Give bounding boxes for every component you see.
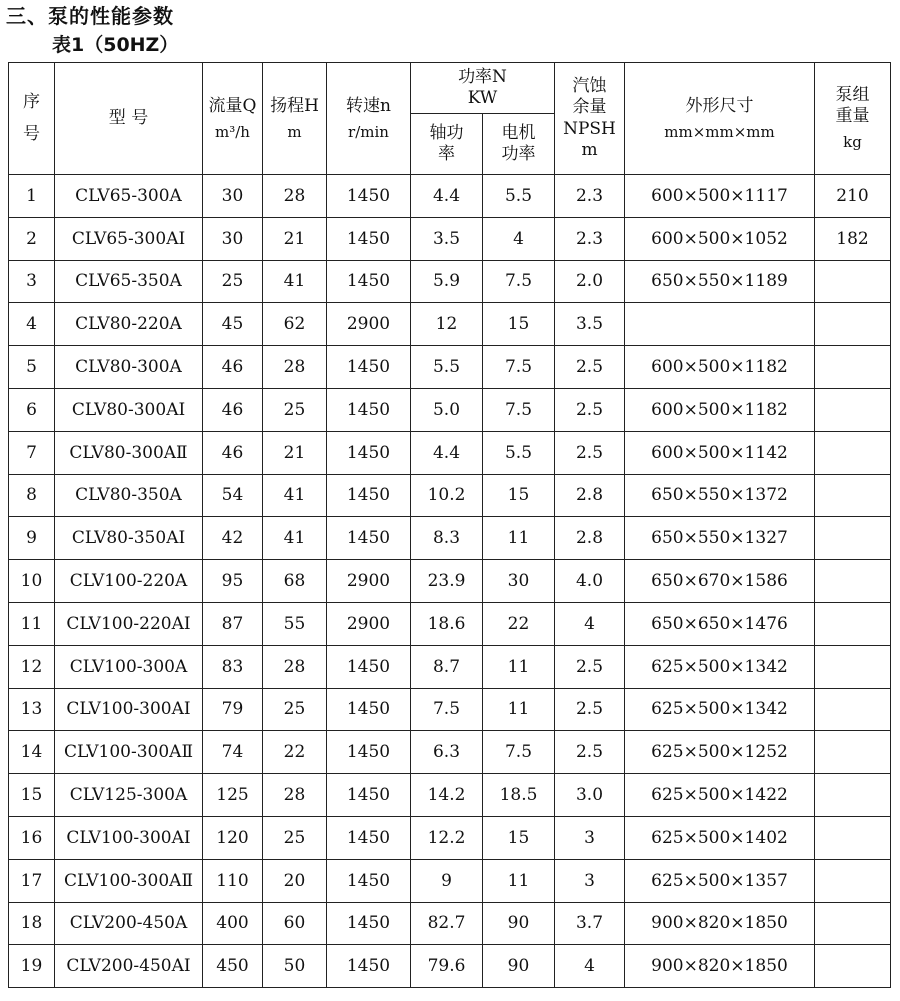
table-header	[9, 63, 891, 175]
cell-shaft-power: 4.4	[411, 175, 483, 218]
cell-model: CLV80-220A	[55, 303, 203, 346]
cell-flow: 400	[203, 902, 263, 945]
table-row	[9, 560, 891, 603]
cell-head: 68	[263, 560, 327, 603]
cell-speed: 1450	[327, 731, 411, 774]
cell-speed: 1450	[327, 346, 411, 389]
cell-head: 25	[263, 388, 327, 431]
cell-shaft-power: 12.2	[411, 816, 483, 859]
cell-weight	[815, 774, 891, 817]
cell-flow: 125	[203, 774, 263, 817]
cell-model: CLV100-300AI	[55, 688, 203, 731]
cell-index: 19	[9, 945, 55, 988]
cell-shaft-power: 14.2	[411, 774, 483, 817]
cell-flow: 46	[203, 388, 263, 431]
cell-npsh: 4	[555, 602, 625, 645]
cell-shaft-power: 8.7	[411, 645, 483, 688]
cell-npsh: 2.5	[555, 388, 625, 431]
cell-head: 62	[263, 303, 327, 346]
cell-motor-power: 7.5	[483, 260, 555, 303]
cell-index: 18	[9, 902, 55, 945]
cell-motor-power: 15	[483, 303, 555, 346]
cell-npsh: 2.0	[555, 260, 625, 303]
cell-index: 11	[9, 602, 55, 645]
cell-weight	[815, 602, 891, 645]
cell-weight	[815, 517, 891, 560]
cell-dimensions: 600×500×1182	[625, 388, 815, 431]
table-row	[9, 517, 891, 560]
cell-npsh: 3	[555, 859, 625, 902]
cell-motor-power: 18.5	[483, 774, 555, 817]
cell-head: 28	[263, 175, 327, 218]
cell-motor-power: 90	[483, 945, 555, 988]
cell-shaft-power: 5.5	[411, 346, 483, 389]
cell-index: 17	[9, 859, 55, 902]
cell-flow: 74	[203, 731, 263, 774]
cell-head: 20	[263, 859, 327, 902]
cell-index: 4	[9, 303, 55, 346]
cell-weight	[815, 431, 891, 474]
cell-index: 13	[9, 688, 55, 731]
cell-flow: 42	[203, 517, 263, 560]
cell-motor-power: 22	[483, 602, 555, 645]
cell-npsh: 4	[555, 945, 625, 988]
table-row	[9, 431, 891, 474]
cell-head: 55	[263, 602, 327, 645]
cell-model: CLV80-300AI	[55, 388, 203, 431]
cell-dimensions: 650×650×1476	[625, 602, 815, 645]
cell-head: 28	[263, 346, 327, 389]
cell-flow: 54	[203, 474, 263, 517]
cell-weight	[815, 346, 891, 389]
cell-head: 22	[263, 731, 327, 774]
cell-motor-power: 4	[483, 217, 555, 260]
cell-shaft-power: 18.6	[411, 602, 483, 645]
cell-npsh: 3	[555, 816, 625, 859]
table-row	[9, 602, 891, 645]
cell-npsh: 3.7	[555, 902, 625, 945]
cell-speed: 1450	[327, 688, 411, 731]
cell-model: CLV125-300A	[55, 774, 203, 817]
table-row	[9, 688, 891, 731]
cell-weight	[815, 388, 891, 431]
cell-motor-power: 7.5	[483, 346, 555, 389]
cell-weight	[815, 474, 891, 517]
cell-speed: 1450	[327, 645, 411, 688]
cell-head: 50	[263, 945, 327, 988]
cell-index: 2	[9, 217, 55, 260]
cell-dimensions: 625×500×1357	[625, 859, 815, 902]
header-dimensions: 外形尺寸 mm×mm×mm	[625, 63, 815, 175]
cell-npsh: 2.5	[555, 346, 625, 389]
cell-motor-power: 5.5	[483, 431, 555, 474]
cell-head: 25	[263, 816, 327, 859]
cell-flow: 30	[203, 217, 263, 260]
cell-weight	[815, 645, 891, 688]
cell-model: CLV100-220AI	[55, 602, 203, 645]
cell-model: CLV200-450A	[55, 902, 203, 945]
cell-shaft-power: 12	[411, 303, 483, 346]
cell-weight: 210	[815, 175, 891, 218]
table-row	[9, 902, 891, 945]
cell-weight	[815, 902, 891, 945]
cell-shaft-power: 10.2	[411, 474, 483, 517]
cell-dimensions: 625×500×1422	[625, 774, 815, 817]
cell-speed: 2900	[327, 303, 411, 346]
cell-shaft-power: 6.3	[411, 731, 483, 774]
cell-index: 16	[9, 816, 55, 859]
table-row	[9, 260, 891, 303]
cell-index: 5	[9, 346, 55, 389]
cell-motor-power: 7.5	[483, 388, 555, 431]
cell-speed: 1450	[327, 175, 411, 218]
cell-head: 60	[263, 902, 327, 945]
cell-weight	[815, 688, 891, 731]
header-model: 型 号	[55, 63, 203, 175]
cell-head: 21	[263, 431, 327, 474]
cell-npsh: 2.5	[555, 731, 625, 774]
cell-model: CLV65-300AI	[55, 217, 203, 260]
table-body	[9, 175, 891, 988]
cell-dimensions: 650×550×1372	[625, 474, 815, 517]
cell-speed: 1450	[327, 774, 411, 817]
cell-npsh: 2.8	[555, 517, 625, 560]
cell-npsh: 4.0	[555, 560, 625, 603]
cell-model: CLV100-300AI	[55, 816, 203, 859]
cell-shaft-power: 9	[411, 859, 483, 902]
cell-head: 41	[263, 474, 327, 517]
cell-npsh: 3.0	[555, 774, 625, 817]
cell-dimensions: 600×500×1182	[625, 346, 815, 389]
cell-index: 7	[9, 431, 55, 474]
cell-motor-power: 7.5	[483, 731, 555, 774]
cell-flow: 79	[203, 688, 263, 731]
cell-head: 21	[263, 217, 327, 260]
cell-npsh: 2.3	[555, 217, 625, 260]
table-row	[9, 859, 891, 902]
cell-speed: 1450	[327, 260, 411, 303]
cell-speed: 1450	[327, 902, 411, 945]
cell-index: 8	[9, 474, 55, 517]
cell-shaft-power: 8.3	[411, 517, 483, 560]
cell-index: 10	[9, 560, 55, 603]
section-title: 三、泵的性能参数	[6, 4, 174, 28]
cell-flow: 46	[203, 346, 263, 389]
cell-weight	[815, 945, 891, 988]
cell-dimensions: 625×500×1402	[625, 816, 815, 859]
cell-weight	[815, 816, 891, 859]
cell-index: 12	[9, 645, 55, 688]
table-row	[9, 217, 891, 260]
cell-motor-power: 90	[483, 902, 555, 945]
cell-npsh: 2.3	[555, 175, 625, 218]
cell-npsh: 3.5	[555, 303, 625, 346]
header-weight: 泵组 重量 kg	[815, 63, 891, 175]
cell-speed: 2900	[327, 602, 411, 645]
header-motor-power: 电机 功率	[483, 114, 555, 175]
cell-head: 28	[263, 645, 327, 688]
cell-weight	[815, 560, 891, 603]
header-speed: 转速n r/min	[327, 63, 411, 175]
cell-motor-power: 11	[483, 645, 555, 688]
header-flow: 流量Q m³/h	[203, 63, 263, 175]
pump-performance-table	[8, 62, 891, 988]
cell-flow: 30	[203, 175, 263, 218]
table-row	[9, 474, 891, 517]
table-row	[9, 774, 891, 817]
cell-weight	[815, 260, 891, 303]
cell-model: CLV100-300AⅡ	[55, 859, 203, 902]
cell-npsh: 2.5	[555, 431, 625, 474]
cell-model: CLV80-350AI	[55, 517, 203, 560]
cell-motor-power: 11	[483, 517, 555, 560]
cell-motor-power: 30	[483, 560, 555, 603]
cell-npsh: 2.8	[555, 474, 625, 517]
cell-speed: 1450	[327, 474, 411, 517]
cell-flow: 46	[203, 431, 263, 474]
cell-flow: 450	[203, 945, 263, 988]
table-row	[9, 645, 891, 688]
cell-dimensions: 600×500×1117	[625, 175, 815, 218]
header-head: 扬程H m	[263, 63, 327, 175]
cell-shaft-power: 5.0	[411, 388, 483, 431]
table-caption: 表1（50HZ）	[52, 34, 179, 56]
cell-model: CLV200-450AI	[55, 945, 203, 988]
cell-index: 14	[9, 731, 55, 774]
cell-shaft-power: 23.9	[411, 560, 483, 603]
cell-weight: 182	[815, 217, 891, 260]
cell-dimensions: 650×550×1189	[625, 260, 815, 303]
cell-dimensions	[625, 303, 815, 346]
cell-model: CLV80-350A	[55, 474, 203, 517]
cell-dimensions: 625×500×1342	[625, 688, 815, 731]
cell-speed: 1450	[327, 859, 411, 902]
cell-model: CLV80-300A	[55, 346, 203, 389]
table-row	[9, 731, 891, 774]
cell-dimensions: 600×500×1142	[625, 431, 815, 474]
cell-shaft-power: 7.5	[411, 688, 483, 731]
header-npsh: 汽蚀 余量 NPSH m	[555, 63, 625, 175]
cell-speed: 1450	[327, 517, 411, 560]
cell-model: CLV65-300A	[55, 175, 203, 218]
cell-npsh: 2.5	[555, 688, 625, 731]
cell-index: 15	[9, 774, 55, 817]
table-row	[9, 346, 891, 389]
cell-head: 28	[263, 774, 327, 817]
cell-speed: 1450	[327, 945, 411, 988]
cell-flow: 120	[203, 816, 263, 859]
cell-head: 25	[263, 688, 327, 731]
table-row	[9, 303, 891, 346]
cell-dimensions: 900×820×1850	[625, 902, 815, 945]
cell-motor-power: 11	[483, 859, 555, 902]
cell-index: 6	[9, 388, 55, 431]
cell-shaft-power: 3.5	[411, 217, 483, 260]
cell-model: CLV100-300A	[55, 645, 203, 688]
cell-flow: 83	[203, 645, 263, 688]
cell-weight	[815, 731, 891, 774]
header-power: 功率N KW	[411, 63, 555, 114]
cell-weight	[815, 859, 891, 902]
cell-flow: 95	[203, 560, 263, 603]
cell-index: 3	[9, 260, 55, 303]
cell-motor-power: 5.5	[483, 175, 555, 218]
cell-shaft-power: 79.6	[411, 945, 483, 988]
header-index: 序 号	[9, 63, 55, 175]
cell-model: CLV65-350A	[55, 260, 203, 303]
cell-model: CLV80-300AⅡ	[55, 431, 203, 474]
cell-flow: 110	[203, 859, 263, 902]
cell-model: CLV100-300AⅡ	[55, 731, 203, 774]
cell-speed: 1450	[327, 217, 411, 260]
cell-motor-power: 11	[483, 688, 555, 731]
cell-dimensions: 650×670×1586	[625, 560, 815, 603]
cell-motor-power: 15	[483, 474, 555, 517]
cell-model: CLV100-220A	[55, 560, 203, 603]
cell-flow: 45	[203, 303, 263, 346]
cell-head: 41	[263, 260, 327, 303]
cell-dimensions: 625×500×1252	[625, 731, 815, 774]
cell-index: 9	[9, 517, 55, 560]
table-row	[9, 945, 891, 988]
cell-weight	[815, 303, 891, 346]
cell-flow: 25	[203, 260, 263, 303]
cell-shaft-power: 82.7	[411, 902, 483, 945]
cell-index: 1	[9, 175, 55, 218]
header-shaft-power: 轴功 率	[411, 114, 483, 175]
cell-motor-power: 15	[483, 816, 555, 859]
cell-dimensions: 650×550×1327	[625, 517, 815, 560]
cell-speed: 1450	[327, 388, 411, 431]
cell-npsh: 2.5	[555, 645, 625, 688]
table-row	[9, 388, 891, 431]
cell-dimensions: 900×820×1850	[625, 945, 815, 988]
table-row	[9, 816, 891, 859]
cell-shaft-power: 5.9	[411, 260, 483, 303]
cell-shaft-power: 4.4	[411, 431, 483, 474]
cell-speed: 1450	[327, 816, 411, 859]
cell-head: 41	[263, 517, 327, 560]
cell-speed: 2900	[327, 560, 411, 603]
cell-speed: 1450	[327, 431, 411, 474]
cell-flow: 87	[203, 602, 263, 645]
table-row	[9, 175, 891, 218]
cell-dimensions: 600×500×1052	[625, 217, 815, 260]
cell-dimensions: 625×500×1342	[625, 645, 815, 688]
